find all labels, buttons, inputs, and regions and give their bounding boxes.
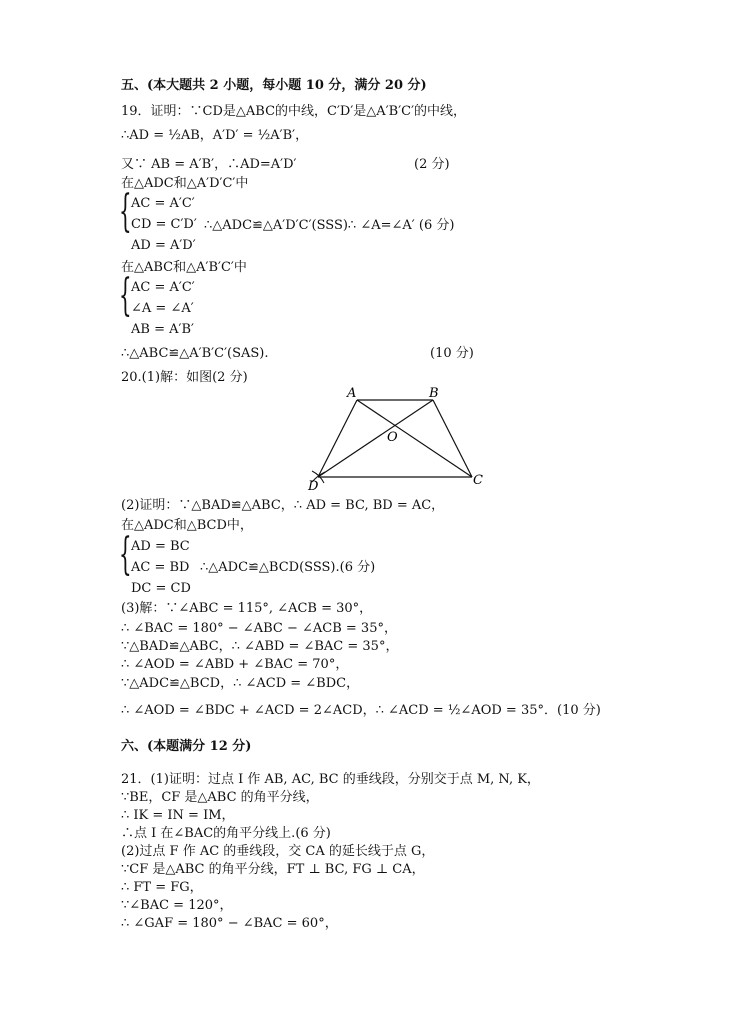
system-2-row-2: ∠A = ∠A′ [131,301,194,316]
q21-line-8: ∵∠BAC = 120°， [121,898,233,913]
q19-line-3: 又∵ AB = A′B′，∴AD=A′D′ [121,157,297,172]
system-1-row-3: AD = A′D′ [131,238,196,253]
q21-line-1: 21．(1)证明：过点 I 作 AB, AC, BC 的垂线段，分别交于点 M, N, K， [121,772,540,787]
q21-line-7: ∴ FT = FG， [121,880,203,895]
q19-line-6: ∴△ABC≌△A′B′C′(SAS). [121,346,269,361]
trapezoid-figure [300,382,500,494]
q19-line-5: 在△ABC和△A′B′C′中 [121,260,247,275]
system-2-row-3: AB = A′B′ [131,322,194,337]
q19-line-1: 19．证明：∵CD是△ABC的中线，C′D′是△A′B′C′的中线， [121,104,467,119]
q21-line-2: ∵BE，CF 是△ABC 的角平分线， [121,790,319,805]
system-3-row-2: AC = BD [131,560,190,575]
system-1-row-2: CD = C′D′ [131,217,197,232]
q20-line-3: 在△ADC和△BCD中， [121,518,253,533]
label-c: C [473,473,483,488]
q19-line-4: 在△ADC和△A′D′C′中 [121,176,249,191]
q19-score-10: (10 分) [430,346,474,361]
equation-system-1 [131,193,197,256]
q21-line-6: ∵CF 是△ABC 的角平分线，FT ⊥ BC, FG ⊥ CA， [121,862,425,877]
label-b: B [429,386,439,401]
q21-line-4: ∴点 I 在∠BAC的角平分线上.(6 分) [121,826,331,841]
system-1-row-1: AC = A′C′ [131,196,195,211]
q19-score-2: (2 分) [414,157,450,172]
label-a: A [347,386,357,401]
q20-line-2: (2)证明：∵△BAD≌△ABC，∴ AD = BC, BD = AC， [121,498,445,513]
side-da [318,400,357,477]
system-2-row-1: AC = A′C′ [131,280,195,295]
section-6-heading: 六、(本题满分 12 分) [121,739,252,754]
system-brace-3: { [119,529,132,580]
q21-line-9: ∴ ∠GAF = 180° − ∠BAC = 60°， [121,916,338,931]
q20-line-6: ∵△BAD≌△ABC，∴ ∠ABD = ∠BAC = 35°， [121,639,399,654]
q20-line-5: ∴ ∠BAC = 180° − ∠ABC − ∠ACB = 35°， [121,621,397,636]
system-3-row-1: AD = BC [131,539,190,554]
diagonal-ac [357,400,472,477]
side-bc [433,400,472,477]
q20-conclusion-1: ∴△ADC≌△BCD(SSS).(6 分) [200,560,376,575]
q19-line-2: ∴AD = ½AB，A′D′ = ½A′B′， [121,128,309,143]
q20-line-1: 20.(1)解：如图(2 分) [121,370,248,385]
section-5-heading: 五、(本大题共 2 小题，每小题 10 分，满分 20 分) [121,78,427,93]
q21-line-5: (2)过点 F 作 AC 的垂线段，交 CA 的延长线于点 G， [121,844,435,859]
label-o: O [387,430,398,445]
q20-line-9: ∴ ∠AOD = ∠BDC + ∠ACD = 2∠ACD，∴ ∠ACD = ½∠AOD = 35°．(10 分) [121,703,601,718]
q20-line-4: (3)解：∵∠ABC = 115°, ∠ACB = 30°， [121,601,373,616]
q20-line-7: ∴ ∠AOD = ∠ABD + ∠BAC = 70°， [121,657,349,672]
label-d: D [308,479,319,494]
equation-system-2 [131,277,195,340]
system-brace-2: { [119,270,132,321]
q21-line-3: ∴ IK = IN = IM， [121,808,235,823]
diagonal-bd [318,400,433,477]
q20-line-8: ∵△ADC≌△BCD，∴ ∠ACD = ∠BDC， [121,676,360,691]
equation-system-3 [131,536,191,599]
system-brace-1: { [119,186,132,237]
q19-conclusion-1: ∴△ADC≌△A′D′C′(SSS)∴ ∠A=∠A′ (6 分) [204,218,455,233]
system-3-row-3: DC = CD [131,581,191,596]
